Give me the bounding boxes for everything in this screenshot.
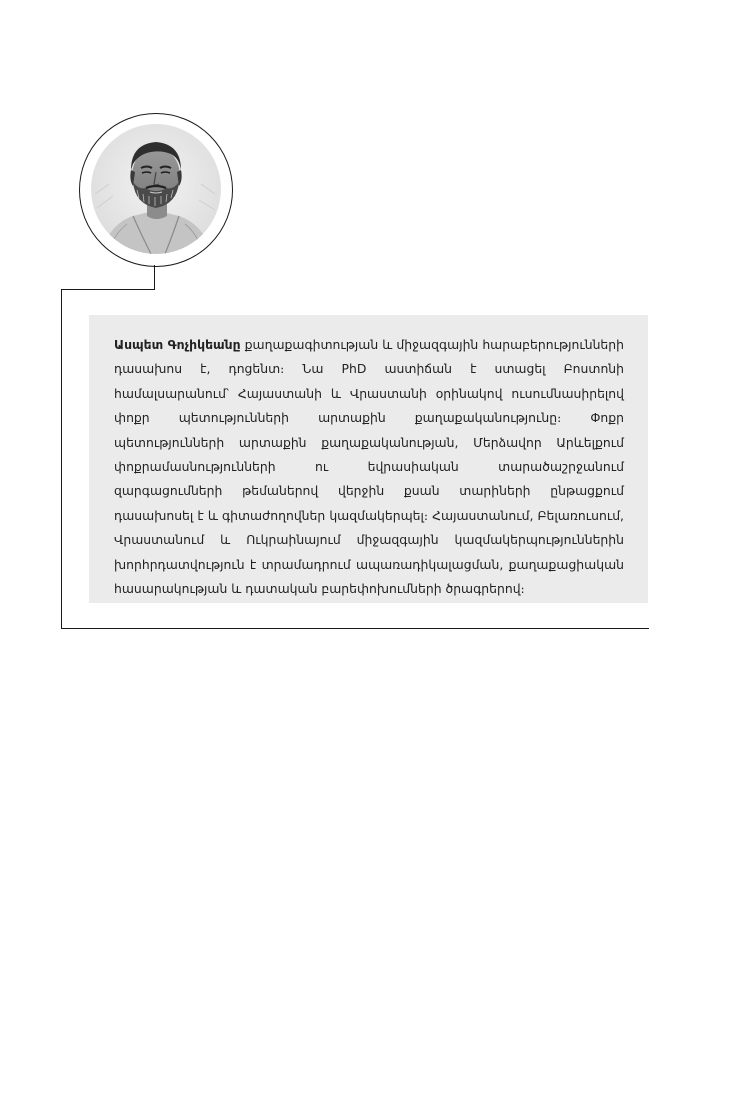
author-portrait-sketch xyxy=(91,124,221,254)
author-bio: քաղաքագիտության և միջազգային հարաբերությունների դասախոս է, դոցենտ։ Նա PhD աստիճան է ստացել Բոստոնի համալսարանում՝ Հայաստանի և Վրաստանի օրինակով ուսումնասիրելով փոքր պետությունների արտաքին քաղաքականությունը։ Փոքր պետությունների արտաքին քաղաքականության, Մերձավոր Արևելքում փոքրամասնությունների ու եվրասիական տարածաշրջանում զարգացումների թեմաներով վերջին քսան տարիների ընթացքում դասախոսել է և գիտաժողովներ կազմակերպել։ Հայաստանում, Բելառուսում, Վրաստանում և Ուկրաինայում միջազգային կազմակերպություններին խորհրդատվություն է տրամադրում ապառադիկալացման, քաղաքացիական հասարակության և դատական բարեփոխումների ծրագրերով։ xyxy=(114,337,624,597)
author-portrait xyxy=(91,124,221,254)
frame-line-connector-vertical xyxy=(154,265,155,290)
author-name: Ասպետ Գոչիկեանը xyxy=(114,337,241,352)
frame-line-connector-horizontal xyxy=(61,289,155,290)
frame-line-left xyxy=(61,289,62,629)
frame-line-bottom xyxy=(61,628,649,629)
bio-paragraph xyxy=(114,333,624,601)
